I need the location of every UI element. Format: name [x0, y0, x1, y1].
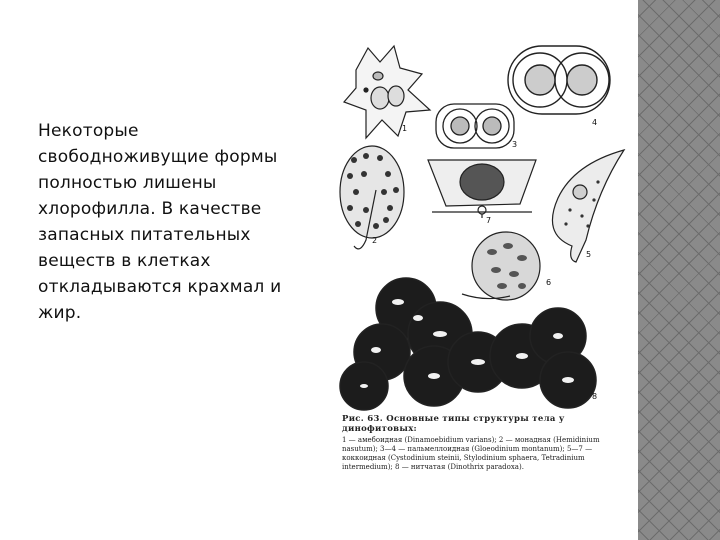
figure-label-3: 3	[512, 140, 518, 149]
decorative-side-band	[638, 0, 720, 540]
monad-cell-drawing	[340, 146, 404, 249]
body-line: хлорофилла. В качестве	[38, 199, 262, 219]
body-line: Некоторые	[38, 121, 139, 141]
cell-drawings	[336, 40, 632, 412]
figure-caption	[342, 414, 634, 472]
body-line: запасных питательных	[38, 225, 251, 245]
figure-label-1: 1	[402, 124, 408, 133]
body-line: откладываются крахмал и	[38, 277, 282, 297]
filamentous-chain-drawing	[340, 278, 596, 410]
figure-label-8: 8	[592, 392, 598, 401]
figure-label-4: 4	[592, 118, 598, 127]
palmelloid-colony-drawing	[436, 104, 514, 148]
slide-body-text	[38, 118, 323, 326]
body-line: полностью лишены	[38, 173, 217, 193]
caption-title: Рис. 63. Основные типы структуры тела у динофитовых:	[342, 414, 565, 434]
coccoid-cell-drawing	[552, 150, 624, 262]
body-line: веществ в клетках	[38, 251, 211, 271]
body-line: свободноживущие формы	[38, 147, 278, 167]
figure-label-7: 7	[486, 216, 492, 225]
body-line: жир.	[38, 303, 82, 323]
figure-label-5: 5	[586, 250, 592, 259]
palmelloid-pair-drawing	[508, 46, 610, 114]
figure-label-6: 6	[546, 278, 552, 287]
figure-label-2: 2	[372, 236, 378, 245]
caption-body: 1 — амебоидная (Dinamoebidium varians); 2 — монадная (Hemidinium nasutum); 3—4 — пальмеллоидная (Gloeodinium montanum); 5—7 — коккоидная (Cystodinium steinii, Stylodinium sphaera, Tetradinium intermedium); 8 — нитчатая (Dinothrix paradoxa).	[342, 436, 600, 471]
spherical-cell-drawing	[462, 232, 540, 300]
stalked-cell-drawing	[428, 160, 536, 218]
dinoflagellate-figure	[336, 40, 632, 480]
amoeboid-cell-drawing	[344, 46, 430, 138]
